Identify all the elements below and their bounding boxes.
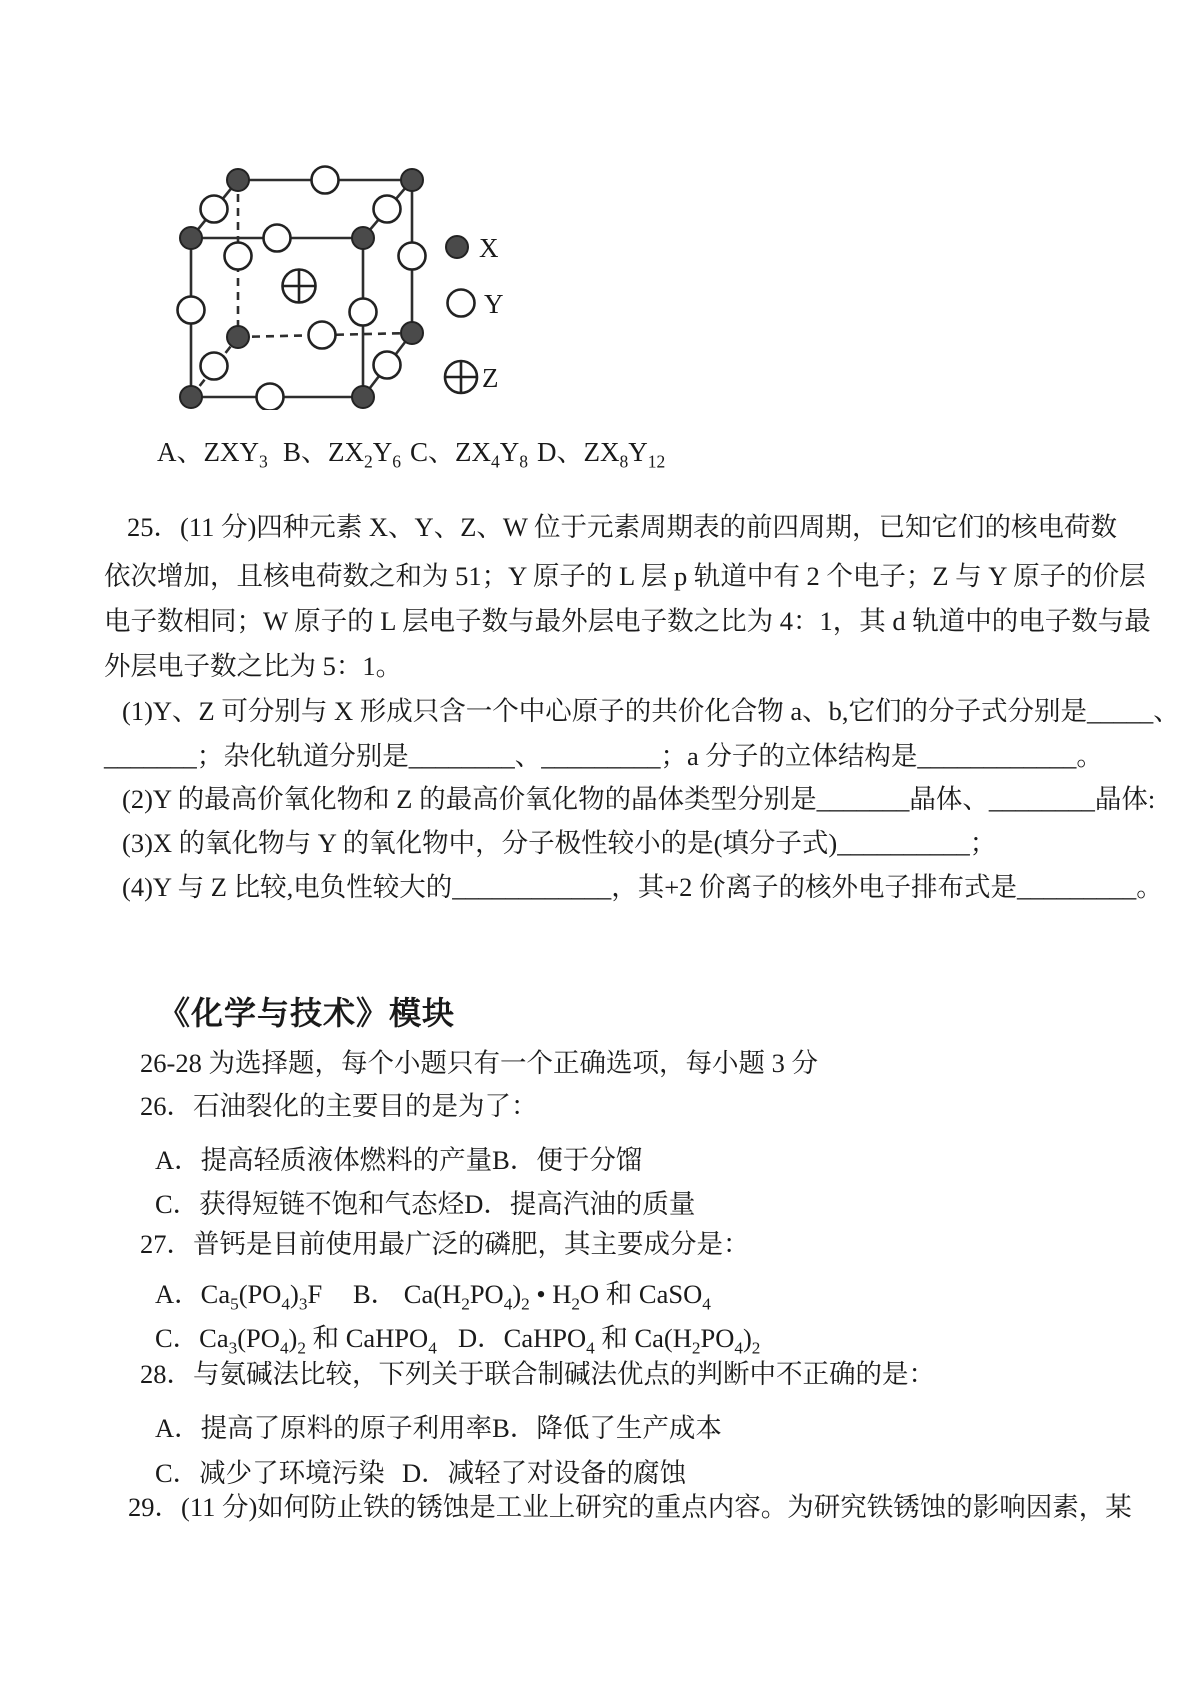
- q24-option-c: C、$ZX_4Y_8$: [410, 437, 529, 472]
- crystal-structure-figure: [150, 140, 520, 415]
- q27-options-row-1: [155, 1272, 711, 1314]
- module-instruction: 26-28 为选择题，每个小题只有一个正确选项，每小题 3 分: [140, 1048, 818, 1078]
- q24-option-d: D、$ZX_8Y_{12}$: [537, 437, 666, 472]
- q28-option-a: A．提高了原料的原子利用率: [155, 1413, 493, 1443]
- q28-option-c: C．减少了环境污染: [155, 1458, 385, 1488]
- q25-sub1-cont: _______；杂化轨道分别是________、_________；a 分子的立体结构是____________。: [104, 741, 1103, 771]
- q26-option-d: D．提高汽油的质量: [464, 1189, 696, 1219]
- q25-sub1: (1)Y、Z 可分别与 X 形成只含一个中心原子的共价化合物 a、b,它们的分子式分别是_____、: [122, 696, 1180, 726]
- q25-sub2: (2)Y 的最高价氧化物和 Z 的最高价氧化物的晶体类型分别是_______晶体、________晶体:: [122, 784, 1156, 814]
- q27-option-d: D．CaHPO$_4$ 和 $Ca(H_2PO_4)_2$: [458, 1323, 761, 1358]
- q26-option-b: B．便于分馏: [492, 1145, 643, 1175]
- unit-cell-diagram: [150, 140, 520, 410]
- q27-option-a: A．$Ca_5(PO_4)_3F$: [155, 1279, 323, 1314]
- q29-stem: 29．(11 分)如何防止铁的锈蚀是工业上研究的重点内容。为研究铁锈蚀的影响因素，某: [128, 1492, 1132, 1522]
- q26-option-c: C．获得短链不饱和气态烃: [155, 1189, 465, 1219]
- legend-x-icon: [446, 236, 468, 258]
- q26-option-a: A．提高轻质液体燃料的产量: [155, 1145, 493, 1175]
- legend-z-icon: [445, 361, 477, 393]
- q28-stem: 28．与氨碱法比较，下列关于联合制碱法优点的判断中不正确的是：: [140, 1359, 935, 1389]
- legend-y-icon: [448, 290, 475, 317]
- module-title: 《化学与技术》模块: [158, 995, 456, 1031]
- q24-option-a: A、$ZXY_3$: [157, 437, 268, 472]
- q27-option-c: C．$Ca_3(PO_4)_2$ 和 CaHPO$_4$: [155, 1323, 437, 1358]
- q26-options-row-1: [155, 1138, 642, 1177]
- q28-option-d: D．减轻了对设备的腐蚀: [402, 1458, 687, 1488]
- q24-option-b: B、$ZX_2Y_6$: [283, 437, 402, 472]
- q25-sub3: (3)X 的氧化物与 Y 的氧化物中，分子极性较小的是(填分子式)__________；: [122, 828, 997, 858]
- q25-line-2: 依次增加，且核电荷数之和为 51；Y 原子的 L 层 p 轨道中有 2 个电子；Z 与 Y 原子的价层: [104, 561, 1146, 591]
- z-atom: [283, 270, 316, 303]
- q25-line-1: 25．(11 分)四种元素 X、Y、Z、W 位于元素周期表的前四周期，已知它们的核电荷数: [127, 512, 1118, 542]
- legend-x-label: X: [479, 233, 499, 263]
- q26-stem: 26．石油裂化的主要目的是为了：: [140, 1091, 538, 1121]
- legend-y-label: Y: [484, 289, 504, 319]
- legend-z-label: Z: [482, 363, 499, 393]
- q28-options-row-1: [155, 1406, 722, 1445]
- q27-options-row-2: [155, 1316, 761, 1358]
- q25-sub4: (4)Y 与 Z 比较,电负性较大的____________，其+2 价离子的核外电子排布式是_________。: [122, 872, 1163, 902]
- q25-line-4: 外层电子数之比为 5：1。: [104, 651, 403, 681]
- q25-line-3: 电子数相同；W 原子的 L 层电子数与最外层电子数之比为 4：1，其 d 轨道中的电子数与最: [104, 606, 1151, 636]
- q24-options-row: [157, 430, 666, 472]
- q28-option-b: B．降低了生产成本: [492, 1413, 722, 1443]
- q27-option-b: B． $Ca(H_2PO_4)_2$ • $H_2O$ 和 CaSO$_4$: [353, 1279, 711, 1314]
- q28-options-row-2: [155, 1451, 686, 1490]
- q26-options-row-2: [155, 1182, 695, 1221]
- figure-legend: [445, 233, 504, 393]
- q27-stem: 27．普钙是目前使用最广泛的磷肥，其主要成分是：: [140, 1229, 750, 1259]
